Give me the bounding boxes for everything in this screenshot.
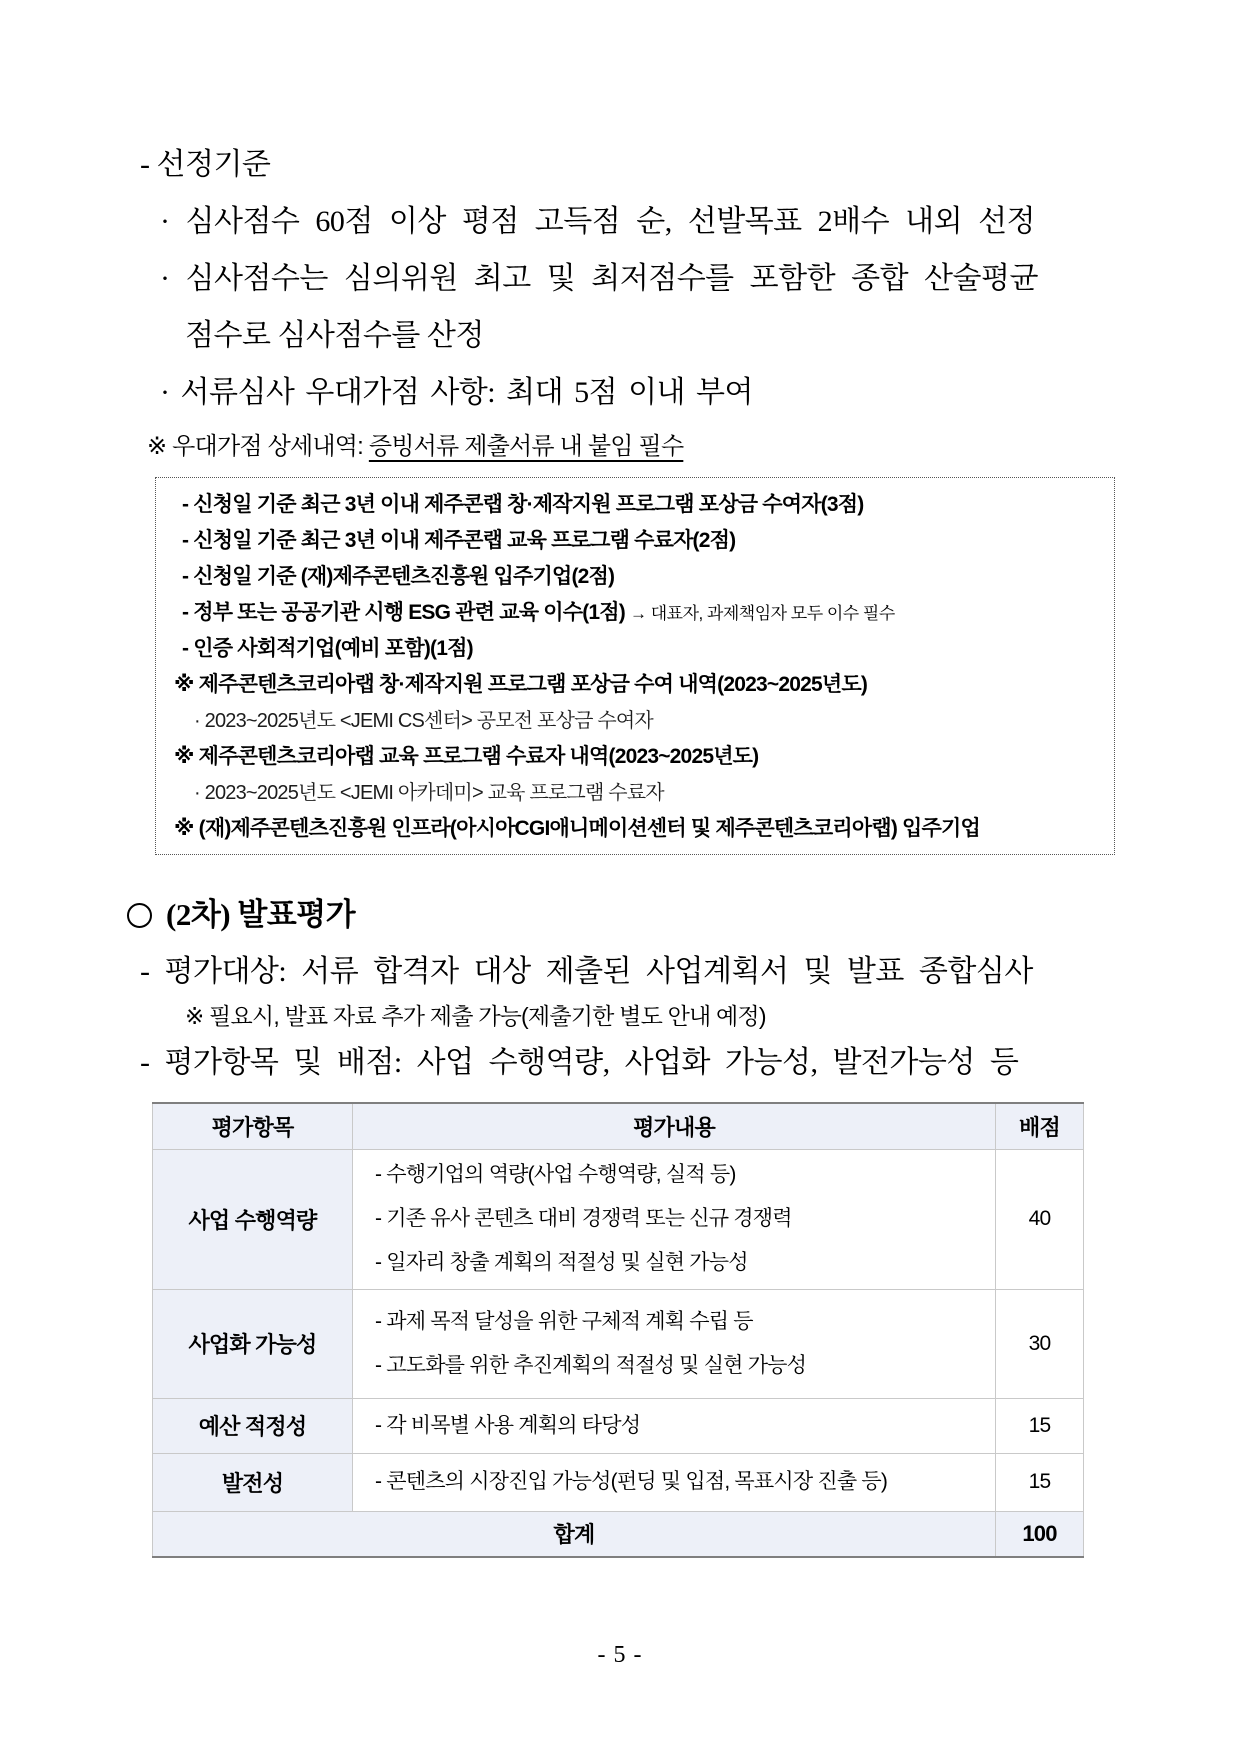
pref-note-award-history-title: ※ 제주콘텐츠코리아랩 창·제작지원 프로그램 포상금 수여 내역(2023~2025년도) xyxy=(174,673,868,696)
presentation-eval-heading xyxy=(140,895,1108,935)
row-budget-item: 예산 적정성 xyxy=(153,1398,353,1453)
selection-bullet-score-cutoff: · 심사점수 60점 이상 평점 고득점 순, 선발목표 2배수 내외 선정 xyxy=(160,205,1036,238)
pref-note-edu-history-detail: · 2023~2025년도 <JEMI 아카데미> 교육 프로그램 수료자 xyxy=(194,782,664,804)
presentation-target-line: - 평가대상: 서류 합격자 대상 제출된 사업계획서 및 발표 종합심사 xyxy=(140,955,1033,988)
row-budget-score: 15 xyxy=(996,1398,1084,1453)
row-growth-details xyxy=(353,1453,996,1511)
detail-line: - 고도화를 위한 추진계획의 적절성 및 실현 가능성 xyxy=(375,1353,807,1377)
page-number: - 5 - xyxy=(597,1642,643,1668)
total-label: 합계 xyxy=(153,1511,996,1557)
evaluation-table xyxy=(152,1102,1084,1558)
row-commercialization-score: 30 xyxy=(996,1289,1084,1398)
row-budget-details xyxy=(353,1398,996,1453)
evaluation-table-body xyxy=(153,1149,1084,1557)
table-row-budget xyxy=(153,1398,1084,1453)
row-commercialization-item: 사업화 가능성 xyxy=(153,1289,353,1398)
table-row-capability xyxy=(153,1149,1084,1289)
pref-item-tenant-company: - 신청일 기준 (재)제주콘텐츠진흥원 입주기업(2점) xyxy=(182,565,615,588)
detail-line: - 과제 목적 달성을 위한 구체적 계획 수립 등 xyxy=(375,1309,753,1333)
selection-heading: - 선정기준 xyxy=(140,148,271,181)
selection-bullet-score-calc-line1: · 심사점수는 심의위원 최고 및 최저점수를 포함한 종합 산술평균 xyxy=(160,262,1038,295)
detail-line: - 수행기업의 역량(사업 수행역량, 실적 등) xyxy=(375,1163,736,1186)
pref-item-esg-note: → 대표자, 과제책임자 모두 이수 필수 xyxy=(630,604,895,623)
bonus-detail-note xyxy=(147,433,1108,461)
table-row-commercialization xyxy=(153,1289,1084,1398)
row-growth-score: 15 xyxy=(996,1453,1084,1511)
pref-item-edu-completer: - 신청일 기준 최근 3년 이내 제주콘랩 교육 프로그램 수료자(2점) xyxy=(182,529,736,552)
total-score: 100 xyxy=(996,1511,1084,1557)
detail-line: - 기존 유사 콘텐츠 대비 경쟁력 또는 신규 경쟁력 xyxy=(375,1207,792,1230)
row-commercialization-details xyxy=(353,1289,996,1398)
pref-item-esg xyxy=(170,595,1104,631)
table-row-total xyxy=(153,1511,1084,1557)
pref-note-edu-history-title: ※ 제주콘텐츠코리아랩 교육 프로그램 수료자 내역(2023~2025년도) xyxy=(174,745,759,768)
bonus-detail-note-underlined: 증빙서류 제출서류 내 붙임 필수 xyxy=(368,433,684,460)
row-capability-score: 40 xyxy=(996,1149,1084,1289)
header-eval-content: 평가내용 xyxy=(353,1103,996,1149)
presentation-note-line: ※ 필요시, 발표 자료 추가 제출 가능(제출기한 별도 안내 예정) xyxy=(185,1003,766,1029)
detail-line: - 일자리 창출 계획의 적절성 및 실현 가능성 xyxy=(375,1251,748,1274)
page-content xyxy=(140,148,1108,1558)
row-capability-details xyxy=(353,1149,996,1289)
row-growth-item: 발전성 xyxy=(153,1453,353,1511)
evaluation-table-head xyxy=(153,1103,1084,1149)
selection-bullet-bonus-points: · 서류심사 우대가점 사항: 최대 5점 이내 부여 xyxy=(160,376,753,409)
pref-item-esg-main: - 정부 또는 공공기관 시행 ESG 관련 교육 이수(1점) xyxy=(182,601,625,624)
detail-line: - 각 비목별 사용 계획의 타당성 xyxy=(375,1413,641,1437)
pref-item-award-recipient: - 신청일 기준 최근 3년 이내 제주콘랩 창·제작지원 프로그램 포상금 수여자(3점) xyxy=(182,493,864,516)
pref-note-tenant: ※ (재)제주콘텐츠진흥원 인프라(아시아CGI애니메이션센터 및 제주콘텐츠코리아랩) 입주기업 xyxy=(174,817,980,840)
selection-bullet-score-calc-line2: 점수로 심사점수를 산정 xyxy=(185,319,484,352)
bonus-detail-note-prefix: ※ 우대가점 상세내역: xyxy=(147,433,369,460)
table-row-growth xyxy=(153,1453,1084,1511)
pref-item-social-enterprise: - 인증 사회적기업(예비 포함)(1점) xyxy=(182,637,473,660)
circle-bullet-icon xyxy=(127,903,152,928)
preference-points-box xyxy=(155,477,1115,855)
header-eval-score: 배점 xyxy=(996,1103,1084,1149)
header-eval-item: 평가항목 xyxy=(153,1103,353,1149)
presentation-eval-heading-text: (2차) 발표평가 xyxy=(166,897,356,932)
row-capability-item: 사업 수행역량 xyxy=(153,1149,353,1289)
pref-note-award-history-detail: · 2023~2025년도 <JEMI CS센터> 공모전 포상금 수여자 xyxy=(194,710,653,732)
presentation-criteria-line: - 평가항목 및 배점: 사업 수행역량, 사업화 가능성, 발전가능성 등 xyxy=(140,1046,1019,1079)
evaluation-table-header-row xyxy=(153,1103,1084,1149)
detail-line: - 콘텐츠의 시장진입 가능성(펀딩 및 입점, 목표시장 진출 등) xyxy=(375,1470,888,1493)
